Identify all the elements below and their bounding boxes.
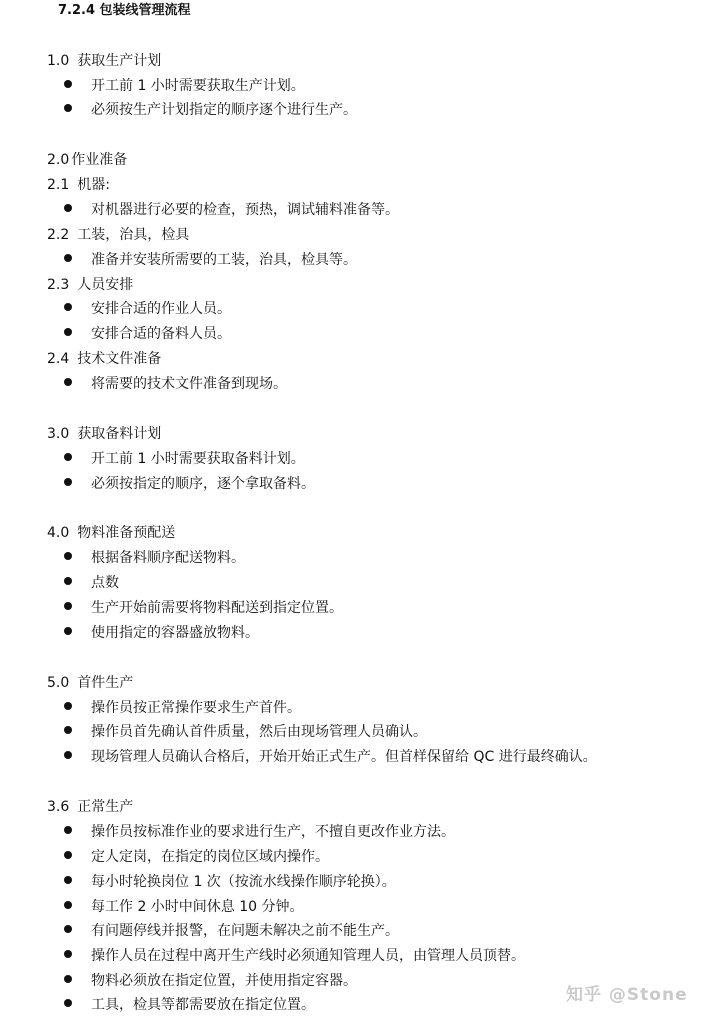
list-item-text: 每小时轮换岗位 1 次（按流水线操作顺序轮换）。	[91, 874, 396, 890]
bullet-icon	[64, 826, 72, 834]
bullet-icon	[64, 876, 72, 884]
section-label: 作业准备	[71, 152, 128, 168]
section-heading-2-3	[47, 275, 133, 295]
bullet-icon	[64, 999, 72, 1007]
list-item-text: 根据备料顺序配送物料。	[91, 550, 245, 566]
section-label: 获取备料计划	[77, 426, 162, 442]
list-item	[64, 250, 357, 270]
section-number: 3.6	[47, 799, 70, 815]
list-item	[64, 474, 315, 494]
list-item-text: 开工前 1 小时需要获取生产计划。	[91, 78, 305, 94]
list-item-text: 工具，检具等都需要放在指定位置。	[91, 997, 315, 1013]
list-item	[64, 100, 357, 120]
bullet-icon	[64, 254, 72, 262]
list-item	[64, 548, 245, 568]
list-item	[64, 573, 119, 593]
section-label: 机器:	[77, 177, 110, 193]
bullet-icon	[64, 975, 72, 983]
section-number: 2.2	[47, 227, 70, 243]
bullet-icon	[64, 751, 72, 759]
section-label: 人员安排	[77, 277, 134, 293]
bullet-icon	[64, 726, 72, 734]
list-item-text: 操作员按正常操作要求生产首件。	[91, 700, 301, 716]
section-heading-2-4	[47, 349, 161, 369]
bullet-icon	[64, 577, 72, 585]
list-item	[64, 995, 315, 1015]
section-label: 工装，治具，检具	[77, 227, 190, 243]
list-item-text: 准备并安装所需要的工装，治具，检具等。	[91, 252, 357, 268]
section-heading-2-0	[47, 150, 127, 170]
watermark: 知乎 @Stone	[566, 985, 688, 1005]
section-number: 2.1	[47, 177, 70, 193]
list-item	[64, 946, 525, 966]
bullet-icon	[64, 851, 72, 859]
bullet-icon	[64, 627, 72, 635]
list-item-text: 有问题停线并报警，在问题未解决之前不能生产。	[91, 923, 399, 939]
bullet-icon	[64, 453, 72, 461]
bullet-icon	[64, 950, 72, 958]
list-item-text: 点数	[91, 575, 119, 591]
list-item	[64, 623, 259, 643]
section-label: 技术文件准备	[77, 351, 162, 367]
list-item-text: 必须按生产计划指定的顺序逐个进行生产。	[91, 102, 357, 118]
list-item-text: 每工作 2 小时中间休息 10 分钟。	[91, 899, 304, 915]
list-item	[64, 897, 304, 917]
list-item	[64, 374, 287, 394]
list-item	[64, 822, 455, 842]
section-heading-2-2	[47, 225, 189, 245]
bullet-icon	[64, 80, 72, 88]
bullet-icon	[64, 925, 72, 933]
list-item	[64, 299, 231, 319]
section-heading-4-0	[47, 523, 175, 543]
list-item	[64, 872, 396, 892]
list-item	[64, 698, 301, 718]
bullet-icon	[64, 478, 72, 486]
bullet-icon	[64, 378, 72, 386]
section-number: 3.0	[47, 426, 70, 442]
list-item	[64, 324, 231, 344]
list-item-text: 定人定岗，在指定的岗位区域内操作。	[91, 849, 329, 865]
section-heading-1-0	[47, 51, 161, 71]
list-item-text: 将需要的技术文件准备到现场。	[91, 376, 287, 392]
bullet-icon	[64, 328, 72, 336]
list-item-text: 安排合适的作业人员。	[91, 301, 231, 317]
bullet-icon	[64, 104, 72, 112]
bullet-icon	[64, 702, 72, 710]
list-item-text: 开工前 1 小时需要获取备料计划。	[91, 451, 305, 467]
section-label: 首件生产	[77, 675, 134, 691]
bullet-icon	[64, 303, 72, 311]
section-number: 5.0	[47, 675, 70, 691]
section-label: 物料准备预配送	[77, 525, 176, 541]
page-title: 7.2.4 包装线管理流程	[58, 3, 191, 18]
section-number: 4.0	[47, 525, 70, 541]
list-item	[64, 598, 343, 618]
section-heading-2-1	[47, 175, 110, 195]
list-item-text: 使用指定的容器盛放物料。	[91, 625, 259, 641]
list-item-text: 操作人员在过程中离开生产线时必须通知管理人员，由管理人员顶替。	[91, 948, 525, 964]
list-item	[64, 847, 329, 867]
list-item	[64, 449, 305, 469]
bullet-icon	[64, 602, 72, 610]
list-item	[64, 747, 597, 767]
section-label: 正常生产	[77, 799, 134, 815]
section-number: 2.0	[47, 152, 70, 168]
list-item-text: 安排合适的备料人员。	[91, 326, 231, 342]
list-item-text: 对机器进行必要的检查，预热，调试辅料准备等。	[91, 202, 399, 218]
bullet-icon	[64, 204, 72, 212]
list-item-text: 操作员按标准作业的要求进行生产，不擅自更改作业方法。	[91, 824, 455, 840]
section-number: 2.3	[47, 277, 70, 293]
list-item	[64, 971, 357, 991]
list-item-text: 物料必须放在指定位置，并使用指定容器。	[91, 973, 357, 989]
list-item-text: 操作员首先确认首件质量，然后由现场管理人员确认。	[91, 724, 427, 740]
bullet-icon	[64, 552, 72, 560]
section-heading-3-0	[47, 424, 161, 444]
list-item-text: 现场管理人员确认合格后，开始开始正式生产。但首样保留给 QC 进行最终确认。	[91, 749, 597, 765]
section-heading-5-0	[47, 673, 133, 693]
section-heading-3-6	[47, 797, 133, 817]
section-label: 获取生产计划	[77, 53, 162, 69]
bullet-icon	[64, 901, 72, 909]
list-item	[64, 76, 305, 96]
list-item	[64, 722, 427, 742]
list-item-text: 必须按指定的顺序，逐个拿取备料。	[91, 476, 315, 492]
list-item-text: 生产开始前需要将物料配送到指定位置。	[91, 600, 343, 616]
list-item	[64, 200, 399, 220]
section-number: 2.4	[47, 351, 70, 367]
list-item	[64, 921, 399, 941]
section-number: 1.0	[47, 53, 70, 69]
